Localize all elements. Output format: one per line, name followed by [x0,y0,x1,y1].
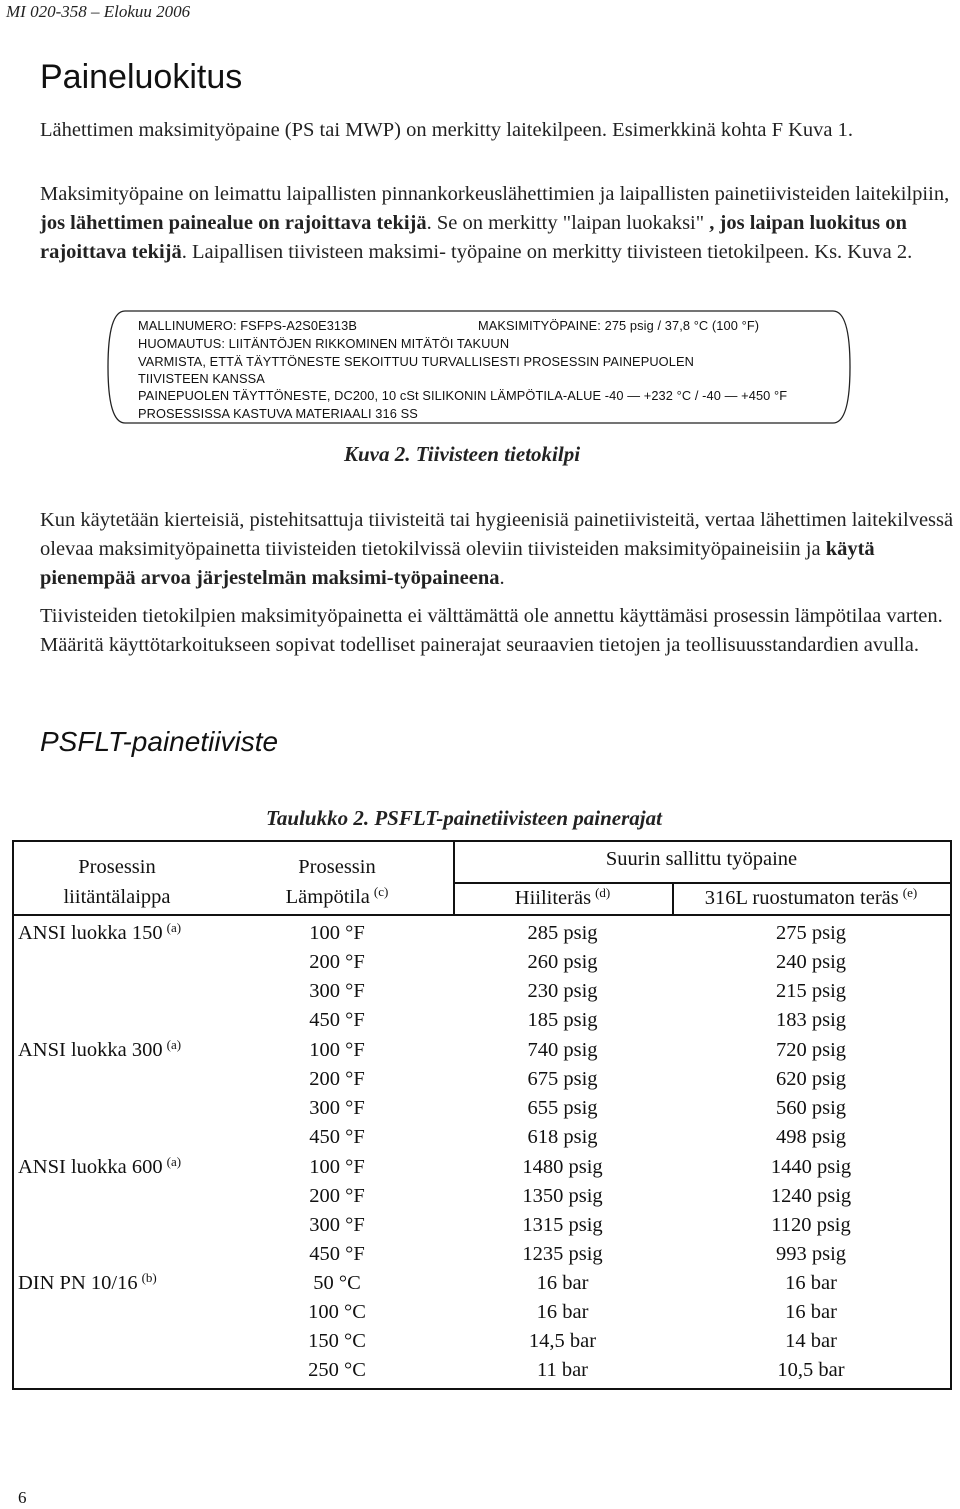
temp-cell: 100 °F [309,922,365,944]
carbon-steel-cell: 1235 psig [522,1243,603,1265]
carbon-steel-cell: 185 psig [527,1009,598,1031]
p3-text-c: . [499,567,505,589]
table-caption: Taulukko 2. PSFLT-painetiivisteen painerajat [266,806,662,830]
header-stainless-steel-label: 316L ruostumaton teräs [704,887,899,909]
p2-text-c: . Se on merkitty "laipan luokaksi" [426,212,710,234]
flange-class-cell [18,1156,181,1179]
p2-text-a: Maksimityöpaine on leimattu laipallisten pinnankorkeuslähettimien ja laipallisten painetiivisteiden laitekilpiin, [40,183,950,205]
temp-cell: 450 °F [309,1243,365,1265]
header-flange-line1: Prosessin [78,856,156,878]
table-top-border [12,840,952,842]
plate-max-working-pressure: MAKSIMITYÖPAINE: 275 psig / 37,8 °C (100 °F) [478,318,760,333]
stainless-steel-cell: 16 bar [785,1301,837,1323]
temp-cell: 200 °F [309,1185,365,1207]
document-reference: MI 020-358 – Elokuu 2006 [6,2,191,21]
temp-cell: 100 °C [308,1301,366,1323]
stainless-steel-cell: 1120 psig [771,1214,851,1236]
temp-cell: 100 °F [309,1039,365,1061]
carbon-steel-cell: 618 psig [527,1126,598,1148]
carbon-steel-cell: 675 psig [527,1068,598,1090]
carbon-steel-cell: 11 bar [536,1359,589,1381]
temp-cell: 300 °F [309,1097,365,1119]
stainless-steel-cell: 10,5 bar [777,1359,845,1381]
carbon-steel-cell: 285 psig [527,922,598,944]
p3-bold-b: käytä pienempää arvoa järjestelmän maksimi-työpaineena [40,538,875,589]
header-stainless-steel-footnote: (e) [902,885,918,900]
header-temp-footnote: (c) [373,884,389,899]
stainless-steel-cell: 14 bar [785,1330,837,1352]
p2-bold-b: jos lähettimen painealue on rajoittava tekijä [40,212,427,234]
stainless-steel-cell: 275 psig [775,922,847,944]
paragraph-compare-pressures [40,506,960,593]
paragraph-mwp-intro: Lähettimen maksimityöpaine (PS tai MWP) on merkitty laitekilpeen. Esimerkkinä kohta F Kuva 1. [40,119,854,141]
stainless-steel-cell: 720 psig [775,1039,847,1061]
flange-footnote: (a) [166,1037,182,1052]
carbon-steel-cell: 14,5 bar [528,1330,597,1352]
plate-fill-fluid-spec: PAINEPUOLEN TÄYTTÖNESTE, DC200, 10 cSt SILIKONIN LÄMPÖTILA-ALUE -40 — +232 °C / -40 — +450 °F [138,388,788,403]
stainless-steel-cell: 240 psig [775,951,847,973]
header-carbon-steel-label: Hiiliteräs [514,887,592,909]
temp-cell: 450 °F [309,1009,365,1031]
carbon-steel-cell: 1350 psig [522,1185,603,1207]
p3-text-a: Kun käytetään kierteisiä, pistehitsattuja tiivisteitä tai hygieenisiä painetiivisteitä, vertaa lähettimen laitekilvessä olevaa maksimityöpainetta tiivisteiden tietokilvissä oleviin tiivisteiden maksimityöpaineisiin ja [40,509,954,560]
temp-cell: 150 °C [308,1330,366,1352]
table-header-rule [12,914,952,916]
temp-cell: 50 °C [313,1272,361,1294]
stainless-steel-cell: 620 psig [775,1068,847,1090]
stainless-steel-cell: 16 bar [785,1272,837,1294]
flange-class-cell [18,1039,181,1062]
subsection-title: PSFLT-painetiiviste [40,726,279,757]
stainless-steel-cell: 560 psig [775,1097,847,1119]
flange-footnote: (a) [166,920,182,935]
stainless-steel-cell: 215 psig [775,980,847,1002]
carbon-steel-cell: 655 psig [527,1097,598,1119]
stainless-steel-cell: 1240 psig [770,1185,852,1207]
temp-cell: 200 °F [309,951,365,973]
stainless-steel-cell: 498 psig [775,1126,847,1148]
temp-cell: 100 °F [309,1156,365,1178]
header-temp-line2 [237,886,437,909]
page-number: 6 [18,1488,27,1507]
p2-bold-d: , jos laipan luokitus on rajoittava tekijä [40,212,907,263]
flange-class-label: ANSI luokka 150 [18,922,163,944]
section-title: Paineluokitus [40,58,243,96]
plate-fill-fluid-warning-cont: TIIVISTEEN KANSSA [138,371,265,386]
plate-fill-fluid-warning: VARMISTA, ETTÄ TÄYTTÖNESTE SEKOITTUU TURVALLISESTI PROSESSIN PAINEPUOLEN [138,354,694,369]
flange-class-label: ANSI luokka 300 [18,1039,163,1061]
carbon-steel-cell: 16 bar [536,1272,589,1294]
paragraph-mwp-stamping [40,180,960,267]
temp-cell: 300 °F [309,1214,365,1236]
carbon-steel-cell: 260 psig [527,951,598,973]
table-bottom-border [12,1388,952,1390]
table-left-border [12,840,14,1389]
flange-footnote: (a) [166,1154,182,1169]
table-right-border [950,840,952,1389]
p2-text-e: . Laipallisen tiivisteen maksimi- työpaine on merkitty tiivisteen tietokilpeen. Ks. Kuva 2. [181,241,913,263]
flange-footnote: (b) [141,1270,157,1285]
header-carbon-steel-footnote: (d) [595,885,611,900]
flange-class-label: DIN PN 10/16 [18,1272,138,1294]
temp-cell: 450 °F [309,1126,365,1148]
header-max-working-pressure: Suurin sallittu työpaine [605,848,798,870]
flange-class-label: ANSI luokka 600 [18,1156,163,1178]
paragraph-temperature-note: Tiivisteiden tietokilpien maksimityöpainetta ei välttämättä ole annettu käyttämäsi prosessin lämpötilaa varten. Määritä käyttötarkoitukseen sopivat todelliset painerajat seuraavien tietojen ja teollisuusstandardien avulla. [40,605,943,656]
carbon-steel-cell: 16 bar [536,1301,589,1323]
header-carbon-steel [453,887,672,910]
seal-data-plate [105,308,853,426]
header-temp-label: Lämpötila [285,886,370,908]
temp-cell: 200 °F [309,1068,365,1090]
plate-wetted-material: PROSESSISSA KASTUVA MATERIAALI 316 SS [138,406,418,421]
temp-cell: 300 °F [309,980,365,1002]
temp-cell: 250 °C [308,1359,366,1381]
plate-model-number: MALLINUMERO: FSFPS-A2S0E313B [138,318,357,333]
carbon-steel-cell: 740 psig [527,1039,598,1061]
stainless-steel-cell: 1440 psig [770,1156,852,1178]
flange-class-cell [18,1272,157,1295]
carbon-steel-cell: 230 psig [527,980,598,1002]
header-temp-line1: Prosessin [298,856,376,878]
plate-warranty-note: HUOMAUTUS: LIITÄNTÖJEN RIKKOMINEN MITÄTÖI TAKUUN [138,336,510,351]
stainless-steel-cell: 183 psig [775,1009,847,1031]
stainless-steel-cell: 993 psig [775,1243,847,1265]
carbon-steel-cell: 1480 psig [522,1156,603,1178]
pressure-limits-table [12,840,952,1390]
header-stainless-steel [672,887,950,910]
figure-caption: Kuva 2. Tiivisteen tietokilpi [344,442,581,466]
table-group-rule [453,882,952,884]
flange-class-cell [18,922,181,945]
carbon-steel-cell: 1315 psig [522,1214,603,1236]
header-flange-line2: liitäntälaippa [63,886,171,908]
